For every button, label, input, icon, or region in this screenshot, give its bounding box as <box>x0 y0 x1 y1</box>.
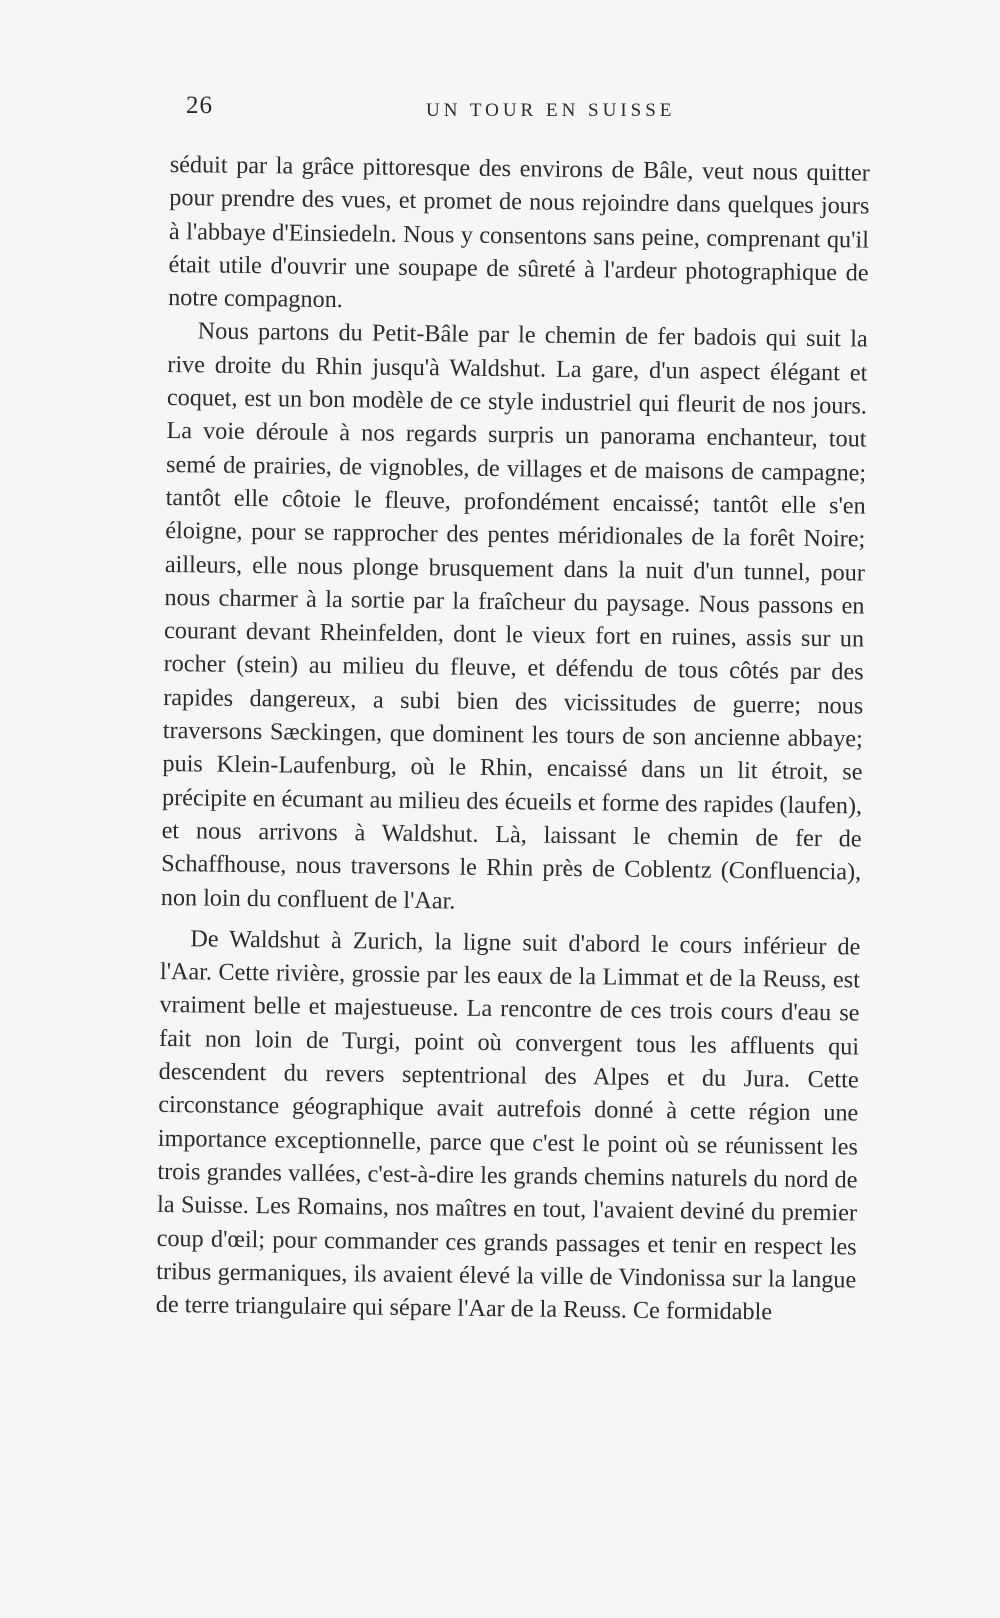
paragraph-1: séduit par la grâce pittoresque des environs de Bâle, veut nous quitter pour prendre des vues, et promet de nous rejoindre dans quelques jours à l'abbaye d'Einsiedeln. Nous y consentons sans peine, comprenant qu'il était utile d'ouvrir une soupape de sûreté à l'ardeur photographique de notre compagnon. <box>168 150 870 314</box>
running-title: UN TOUR EN SUISSE <box>426 100 676 121</box>
paragraph-2: Nous partons du Petit-Bâle par le chemin de fer badois qui suit la rive droite du Rhin jusqu'à Waldshut. La gare, d'un aspect élégant et coquet, est un bon modèle de ce style industriel qui fleurit de nos jours. La voie déroule à nos regards surpris un panorama enchanteur, tout semé de prairies, de vignobles, de villages et de maisons de campagne; tantôt elle côtoie le fleuve, profondément encaissé; tantôt elle s'en éloigne, pour se rapprocher des pentes méridionales de la forêt Noire; ailleurs, elle nous plonge brusquement dans la nuit d'un tunnel, pour nous charmer à la sortie par la fraîcheur du paysage. Nous passons en courant devant Rheinfelden, dont le vieux fort en ruines, assis sur un rocher (stein) au milieu du fleuve, et défendu de tous côtés par des rapides dangereux, a subi bien des vicissitudes de guerre; nous traversons Sæckingen, que dominent les tours de son ancienne abbaye; puis Klein-Laufenburg, où le Rhin, encaissé dans un lit étroit, se précipite en écumant au milieu des écueils et forme des rapides (laufen), et nous arrivons à Waldshut. Là, laissant le chemin de fer de Schaffhouse, nous traversons le Rhin près de Coblentz (Confluencia), non loin du confluent de l'Aar. <box>160 317 868 915</box>
page-number: 26 <box>186 92 213 119</box>
paragraph-3: De Waldshut à Zurich, la ligne suit d'abord le cours inférieur de l'Aar. Cette rivière, grossie par les eaux de la Limmat et de la Reuss, est vraiment belle et majestueuse. La rencontre de ces trois cours d'eau se fait non loin de Turgi, point où convergent tous les affluents qui descendent du revers septentrional des Alpes et du Jura. Cette circonstance géographique avait autrefois donné à cette région une importance exceptionnelle, parce que c'est le point où se réunissent les trois grandes vallées, c'est-à-dire les grands chemins naturels du nord de la Suisse. Les Romains, nos maîtres en tout, l'avaient deviné du premier coup d'œil; pour commander ces grands passages et tenir en respect les tribus germaniques, ils avaient élevé la ville de Vindonissa sur la langue de terre triangulaire qui sépare l'Aar de la Reuss. Ce formidable <box>155 925 861 1326</box>
page-header <box>186 92 860 132</box>
body-text <box>156 148 870 1330</box>
